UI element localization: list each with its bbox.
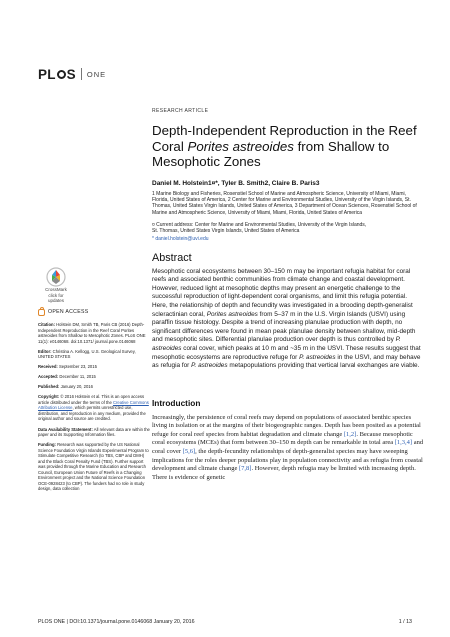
current-address-line-1: ¤ Current address: Center for Marine and Environmental Studies, University of the Virgin Islands, <box>152 221 367 228</box>
data-availability-block <box>38 427 151 438</box>
intro-part: , the depth-fecundity relationships of depth-generalist species may have sweeping implications for the roles deeper populations play in population connectivity and as refugia from coastal development and climate change <box>152 448 423 473</box>
reference-link[interactable]: [1,3,4] <box>394 439 413 447</box>
accepted-block <box>38 374 151 380</box>
current-address-line-2: St. Thomas, United States Virgin Islands, United States of America <box>152 228 300 235</box>
published-label: Published: <box>38 384 60 390</box>
abstract-species: P. astreoides <box>152 336 401 352</box>
funding-text: Research was supported by the US National Science Foundation Virgin Islands Experimental Program to Stimulate Competitive Research (to TBS, CBP and DMH) and the Black Coral Penalty Fund (TBS). Further support was provided through the Marine Education and Research Council, European Union Future of Reefs in a Changing Environment project and the National Science Foundation OCE-0928423 (to CBP). The funders had no role in study design, data collection <box>38 442 149 492</box>
funding-block <box>38 442 151 492</box>
footer-citation: PLOS ONE | DOI:10.1371/journal.pone.0146068 January 20, 2016 <box>38 619 195 625</box>
crossmark-icon <box>46 267 66 287</box>
crossmark-label: CrossMark <box>45 287 67 292</box>
logo-divider <box>81 68 82 80</box>
citation-text: Holstein DM, Smith TB, Paris CB (2016) Depth-Independent Reproduction in the Reef Coral Porites astreoides from Shallow to Mesophotic Zones. PLoS ONE 11(1): e0146068. doi:10.1371/ journal.pone.0146068 <box>38 322 146 344</box>
intro-part: and coral cover <box>152 439 424 456</box>
open-access-label: OPEN ACCESS <box>48 308 89 315</box>
intro-part: . Because mesophotic coral ecosystems (MCEs) that form between 30–150 m depth can be remarkable in total area <box>152 430 413 447</box>
intro-part: . However, depth refugia may be limited with increasing depth. There is evidence of genetic <box>152 465 416 481</box>
data-availability-label: Data Availability Statement: <box>38 426 93 432</box>
title-text: Depth-Independent Reproduction in the Reef Coral <box>152 123 417 154</box>
published-block <box>38 384 151 390</box>
abstract-part: from 5–37 m in the U.S. Virgin Islands (USVI) using paraffin tissue histology. Despite a trend of increasing planulae production with depth, no significant differences were found in mean peak planulae density between shallow, mid-depth and mesophotic sites. Differential planulae production over depth is thus controlled by <box>152 310 416 344</box>
citation-label: Citation: <box>38 322 55 327</box>
abstract-part: Mesophotic coral ecosystems between 30–150 m may be important refugia habitat for coral reefs and associated benthic communities from climate change and coastal development. However, reduced light at mesophotic depths may present an energetic challenge to the successful reproduction of light-dependent coral organisms, and limit this refugia potential. Here, the relationship of depth and fecundity was investigated in a brooding depth-generalist scleractinian coral, <box>152 267 413 318</box>
reference-link[interactable]: [7,8] <box>239 465 252 473</box>
introduction-text <box>152 414 424 483</box>
article-title <box>152 123 424 170</box>
copyright-block <box>38 394 151 422</box>
editor-block <box>38 349 151 360</box>
editor-text: Christina A. Kellogg, U.S. Geological Survey, UNITED STATES <box>38 348 136 360</box>
reference-link[interactable]: [1,2] <box>343 430 357 438</box>
title-species: Porites astreoides <box>187 138 294 154</box>
abstract-part: coral cover, which peaks at 10 m and ~35 m in the USVI. These results suggest that mesophotic ecosystems are reproductive refuge for <box>152 344 421 361</box>
abstract-part: metapopulations providing that vertical larval exchanges are viable. <box>227 362 420 370</box>
received-date: September 23, 2015 <box>58 364 97 370</box>
copyright-label: Copyright: <box>38 394 60 400</box>
title-text-end: from Shallow to Mesophotic Zones <box>152 138 390 170</box>
copyright-text: © 2016 Holstein et al. This is an open access article distributed under the terms of the <box>38 394 145 405</box>
introduction-heading: Introduction <box>152 397 201 408</box>
affiliations: 1 Marine Biology and Fisheries, Rosenstiel School of Marine and Atmospheric Science, University of Miami, Miami, Florida, United States of America, 2 Center for Marine and Environmental Studies, University of the Virgin Islands, St. Thomas, United States Virgin Islands, United States of America, 3 Department of Ocean Sciences, Rosenstiel School of Marine and Atmospheric Science, University of Miami, Miami, Florida, United States of America <box>152 190 417 216</box>
abstract-heading: Abstract <box>152 251 192 264</box>
reference-link[interactable]: [5,6] <box>182 448 196 456</box>
citation-block <box>38 322 151 344</box>
published-date: January 20, 2016 <box>60 384 93 390</box>
crossmark-sublabel: click for updates <box>47 292 64 303</box>
article-sidebar <box>38 309 151 496</box>
current-address <box>152 222 424 235</box>
intro-part: Increasingly, the persistence of coral reefs may depend on populations of associated benthic species living in isolation or at the margins of their biogeographic ranges. Depth has been posited as a potential refuge for coral reef species from habitat degradation and climate change <box>152 413 421 438</box>
page-number: 1 / 13 <box>398 619 412 625</box>
abstract-part: in the USVI, and may behave as refugia for <box>152 353 421 370</box>
license-link[interactable]: Creative Commons Attribution License <box>38 399 149 411</box>
open-access-badge <box>38 309 151 316</box>
accepted-date: December 11, 2015 <box>59 374 96 380</box>
corresponding-email[interactable]: * daniel.holstein@uvi.edu <box>152 235 209 242</box>
data-availability-text: All relevant data are within the paper and its Supporting Information files. <box>38 426 150 438</box>
editor-label: Editor: <box>38 348 52 354</box>
received-block <box>38 364 151 370</box>
abstract-species: Porites astreoides <box>206 310 258 318</box>
page-footer <box>38 619 412 625</box>
author-list: Daniel M. Holstein1¤*, Tyler B. Smith2, Claire B. Paris3 <box>152 179 320 187</box>
abstract-text <box>152 268 424 371</box>
open-lock-icon <box>38 309 45 316</box>
abstract-species: P. astreoides <box>191 362 228 370</box>
copyright-text-end: , which permits unrestricted use, distribution, and reproduction in any medium, provided the original author and source are credited. <box>38 405 146 422</box>
abstract-species: P. astreoides <box>299 353 336 361</box>
article-type: RESEARCH ARTICLE <box>152 108 209 114</box>
plos-wordmark: PL S <box>38 66 76 82</box>
journal-name: ONE <box>86 69 107 79</box>
accepted-label: Accepted: <box>38 374 59 380</box>
article-main <box>152 108 424 482</box>
logo-o-icon <box>57 70 66 79</box>
crossmark-badge[interactable] <box>41 267 71 304</box>
journal-logo <box>38 66 106 82</box>
received-label: Received: <box>38 364 58 370</box>
funding-label: Funding: <box>38 442 56 448</box>
